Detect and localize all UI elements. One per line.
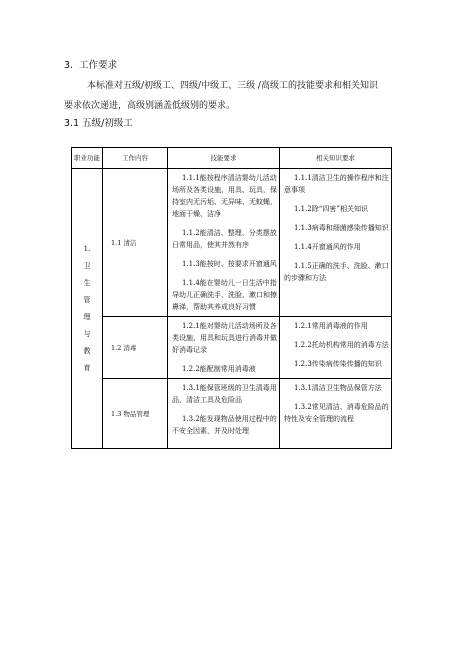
header-skill: 技能要求 xyxy=(168,148,280,169)
skill-cell xyxy=(168,317,280,379)
knowledge-item: 1.3.1清洁卫生物品保管方法 xyxy=(294,384,382,392)
skill-item: 1.1.4能在婴幼儿一日生活中指导幼儿正确洗手、洗脸、漱口和擦鼻涕，帮助其养成良好习惯 xyxy=(172,279,277,311)
function-char: 教 xyxy=(83,346,91,355)
function-char: 理 xyxy=(83,312,91,321)
content-cell: 1.3 物品管理 xyxy=(103,379,168,449)
knowledge-item: 1.2.3传染病传染传播的知识 xyxy=(294,360,382,368)
knowledge-item: 1.1.3病毒和细菌感染传播知识 xyxy=(294,224,389,232)
skill-item: 1.2.1能对婴幼儿活动场所及各类设施、用具和玩具进行消毒并做好消毒记录 xyxy=(172,322,277,354)
knowledge-item: 1.1.4开窗通风的作用 xyxy=(294,243,361,251)
function-char: 管 xyxy=(83,295,91,304)
knowledge-item: 1.3.2常见清洁、消毒危险品的特性及安全管理的流程 xyxy=(284,403,389,423)
skill-cell xyxy=(168,379,280,449)
subsection-heading: 3.1 五级/初级工 xyxy=(64,118,133,129)
skill-item: 1.2.2能配制常用消毒液 xyxy=(182,365,256,373)
table-row xyxy=(72,379,392,449)
table-row xyxy=(72,317,392,379)
content-cell: 1.2 消毒 xyxy=(103,317,168,379)
table-row xyxy=(72,169,392,317)
knowledge-item: 1.2.2托幼机构常用的消毒方法 xyxy=(294,341,389,349)
knowledge-item: 1.2.1常用消毒液的作用 xyxy=(294,322,368,330)
table-header-row xyxy=(72,148,392,169)
section-title: 工作要求 xyxy=(79,60,118,71)
header-content: 工作内容 xyxy=(103,148,168,169)
knowledge-item: 1.1.5正确的洗手、洗脸、漱口的步骤和方法 xyxy=(284,262,389,282)
intro-line-2: 要求依次递进，高级别涵盖低级别的要求。 xyxy=(64,101,236,111)
function-cell xyxy=(72,169,103,449)
skill-item: 1.1.2能清洁、整理、分类摆放日常用品，使其井然有序 xyxy=(172,229,277,249)
knowledge-cell xyxy=(280,317,392,379)
skill-item: 1.1.3能按时、按要求开窗通风 xyxy=(182,260,277,268)
requirements-table xyxy=(71,147,392,449)
function-char: 卫 xyxy=(83,261,91,270)
function-char: 1. xyxy=(83,244,91,253)
section-number: 3. xyxy=(64,60,74,71)
knowledge-item: 1.1.1清洁卫生的操作程序和注意事项 xyxy=(284,174,389,194)
skill-item: 1.3.1能保管班级的卫生清毒用品、清洁工具及危险品 xyxy=(172,384,277,404)
skill-item: 1.1.1能按程序清洁婴幼儿活动场所及各类设施、用具、玩具，保持室内无污垢、无异味、无蚊蝇，地面干燥、洁净 xyxy=(172,174,277,218)
function-char: 生 xyxy=(83,278,91,287)
header-knowledge: 相关知识要求 xyxy=(280,148,392,169)
content-cell: 1.1 清洁 xyxy=(103,169,168,317)
function-char: 与 xyxy=(83,329,91,338)
knowledge-cell xyxy=(280,379,392,449)
skill-cell xyxy=(168,169,280,317)
knowledge-item: 1.1.2除“四害”相关知识 xyxy=(294,205,368,213)
function-char: 育 xyxy=(83,363,91,372)
knowledge-cell xyxy=(280,169,392,317)
skill-item: 1.3.2能发现物品使用过程中的不安全因素，并及时处理 xyxy=(172,415,277,435)
intro-paragraph xyxy=(64,76,404,116)
intro-line-1: 本标准对五级/初级工、四级/中级工、三级 /高级工的技能要求和相关知识 xyxy=(87,81,378,91)
header-function: 职业功能 xyxy=(72,148,103,169)
section-heading xyxy=(64,57,123,71)
